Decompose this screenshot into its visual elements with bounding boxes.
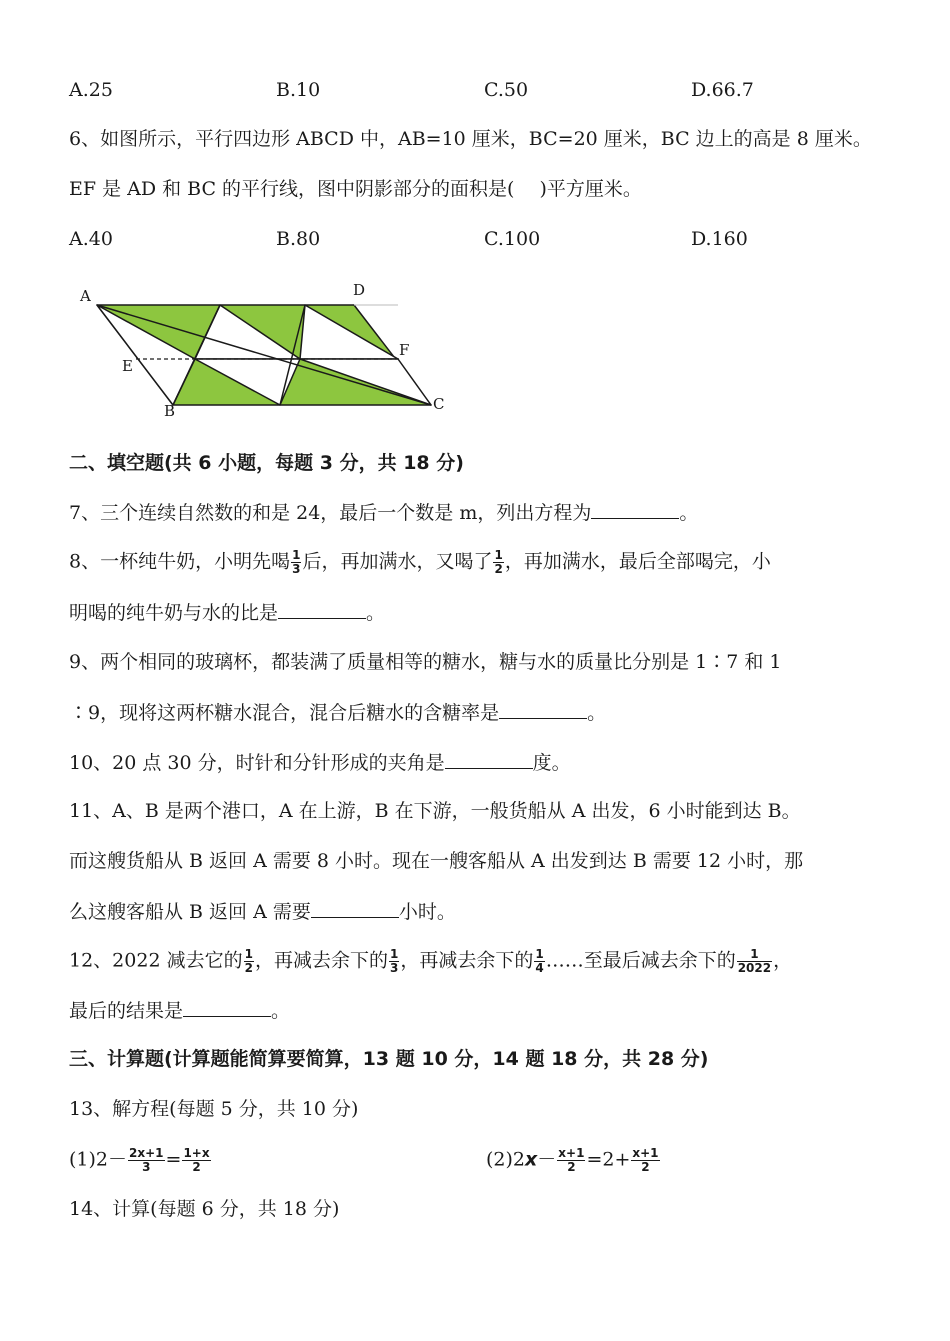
q10-answer-blank[interactable] bbox=[445, 750, 533, 769]
q12-text-1: 12、2022 减去它的 bbox=[69, 949, 243, 972]
fraction-one-third: $\frac{1}{3}$ bbox=[389, 947, 399, 975]
q12-line1 bbox=[69, 948, 792, 975]
q8-text-1: 8、一杯纯牛奶，小明先喝 bbox=[69, 550, 291, 573]
fraction-one-third: $\frac{1}{3}$ bbox=[292, 548, 301, 576]
q6-option-a: A.40 bbox=[69, 228, 113, 250]
q8-line1 bbox=[69, 549, 771, 576]
q11-end: 小时。 bbox=[398, 901, 456, 923]
q12-text-5: ， bbox=[773, 949, 793, 972]
q12-text-6: 最后的结果是 bbox=[69, 1000, 184, 1022]
q9-line1: 9、两个相同的玻璃杯，都装满了质量相等的糖水，糖与水的质量比分别是 1∶7 和 1 bbox=[69, 651, 782, 673]
q11-line1: 11、A、B 是两个港口，A 在上游，B 在下游，一般货船从 A 出发，6 小时能到达 B。 bbox=[69, 800, 801, 822]
eq1-term: 2－ bbox=[95, 1148, 128, 1171]
q13-equation-1 bbox=[69, 1147, 212, 1174]
q9-end: 。 bbox=[587, 702, 607, 724]
q5-option-c: C.50 bbox=[484, 79, 529, 101]
label-a: A bbox=[80, 287, 91, 305]
q12-answer-blank[interactable] bbox=[183, 998, 271, 1017]
q11-line2: 而这艘货船从 B 返回 A 需要 8 小时。现在一艘客船从 A 出发到达 B 需要 12 小时，那 bbox=[69, 850, 804, 872]
q10-text: 10、20 点 30 分，时针和分针形成的夹角是 bbox=[69, 752, 445, 774]
q10-end: 度。 bbox=[532, 752, 571, 774]
q11-text: 么这艘客船从 B 返回 A 需要 bbox=[69, 901, 311, 923]
label-f: F bbox=[399, 341, 410, 359]
q6-option-b: B.80 bbox=[276, 228, 321, 250]
q8-text-2: 后，再加满水，又喝了 bbox=[302, 550, 493, 573]
eq2-label: (2) bbox=[486, 1148, 513, 1171]
q9-answer-blank[interactable] bbox=[499, 700, 587, 719]
q13-equation-2 bbox=[486, 1147, 661, 1174]
q6-line2: EF 是 AD 和 BC 的平行线，图中阴影部分的面积是( )平方厘米。 bbox=[69, 178, 642, 200]
q8-text-4: 明喝的纯牛奶与水的比是 bbox=[69, 602, 279, 624]
eq1-fraction-left: $\frac{2x+1}{3}$ bbox=[129, 1146, 164, 1174]
fraction-one-over-2022: $\frac{1}{2022}$ bbox=[737, 947, 772, 975]
q7-text: 7、三个连续自然数的和是 24，最后一个数是 m，列出方程为 bbox=[69, 502, 592, 524]
q7-answer-blank[interactable] bbox=[591, 500, 679, 519]
q12-text-3: ，再减去余下的 bbox=[400, 949, 534, 972]
eq1-fraction-right: $\frac{1+x}{2}$ bbox=[183, 1146, 210, 1174]
eq2-fraction-left: $\frac{x+1}{2}$ bbox=[558, 1146, 585, 1174]
q10 bbox=[69, 750, 571, 775]
section3-title: 三、计算题(计算题能简算要简算，13 题 10 分，14 题 18 分，共 28 分) bbox=[69, 1048, 709, 1070]
q7-end: 。 bbox=[679, 502, 699, 524]
q7 bbox=[69, 500, 698, 525]
q9-line2 bbox=[69, 700, 606, 725]
q12-text-2: ，再减去余下的 bbox=[254, 949, 388, 972]
figure-shapes bbox=[97, 305, 431, 405]
q13-title: 13、解方程(每题 5 分，共 10 分) bbox=[69, 1098, 359, 1120]
q8-answer-blank[interactable] bbox=[278, 600, 366, 619]
eq2-variable: x bbox=[525, 1148, 538, 1171]
label-c: C bbox=[433, 395, 445, 413]
q8-text-3: ，再加满水，最后全部喝完，小 bbox=[504, 550, 771, 573]
eq2-equals: =2+ bbox=[586, 1148, 631, 1171]
eq1-label: (1) bbox=[69, 1148, 96, 1171]
fraction-one-half: $\frac{1}{2}$ bbox=[244, 947, 253, 975]
label-e: E bbox=[122, 357, 133, 375]
q8-line2 bbox=[69, 600, 385, 625]
eq2-fraction-right: $\frac{x+1}{2}$ bbox=[632, 1146, 659, 1174]
q11-answer-blank[interactable] bbox=[311, 899, 399, 918]
q12-text-4: ……至最后减去余下的 bbox=[545, 949, 736, 972]
q12-end: 。 bbox=[271, 1000, 291, 1022]
q5-option-a: A.25 bbox=[69, 79, 113, 101]
fraction-one-quarter: $\frac{1}{4}$ bbox=[535, 947, 544, 975]
label-b: B bbox=[164, 402, 176, 420]
q5-option-b: B.10 bbox=[276, 79, 321, 101]
q6-option-d: D.160 bbox=[691, 228, 748, 250]
q8-end: 。 bbox=[366, 602, 386, 624]
eq1-equals: = bbox=[165, 1148, 182, 1171]
eq2-coefficient: 2 bbox=[512, 1148, 526, 1171]
q14-title: 14、计算(每题 6 分，共 18 分) bbox=[69, 1198, 340, 1220]
parallelogram-figure bbox=[60, 278, 460, 423]
q6-line1: 6、如图所示，平行四边形 ABCD 中，AB=10 厘米，BC=20 厘米，BC 边上的高是 8 厘米。 bbox=[69, 128, 872, 150]
section2-title: 二、填空题(共 6 小题，每题 3 分，共 18 分) bbox=[69, 452, 464, 474]
eq2-minus: － bbox=[537, 1148, 557, 1171]
q12-line2 bbox=[69, 998, 290, 1023]
q9-text: ∶9，现将这两杯糖水混合，混合后糖水的含糖率是 bbox=[69, 702, 500, 724]
label-d: D bbox=[353, 281, 366, 299]
q6-option-c: C.100 bbox=[484, 228, 541, 250]
q5-option-d: D.66.7 bbox=[691, 79, 754, 101]
q11-line3 bbox=[69, 899, 456, 924]
fraction-one-half: $\frac{1}{2}$ bbox=[494, 548, 503, 576]
